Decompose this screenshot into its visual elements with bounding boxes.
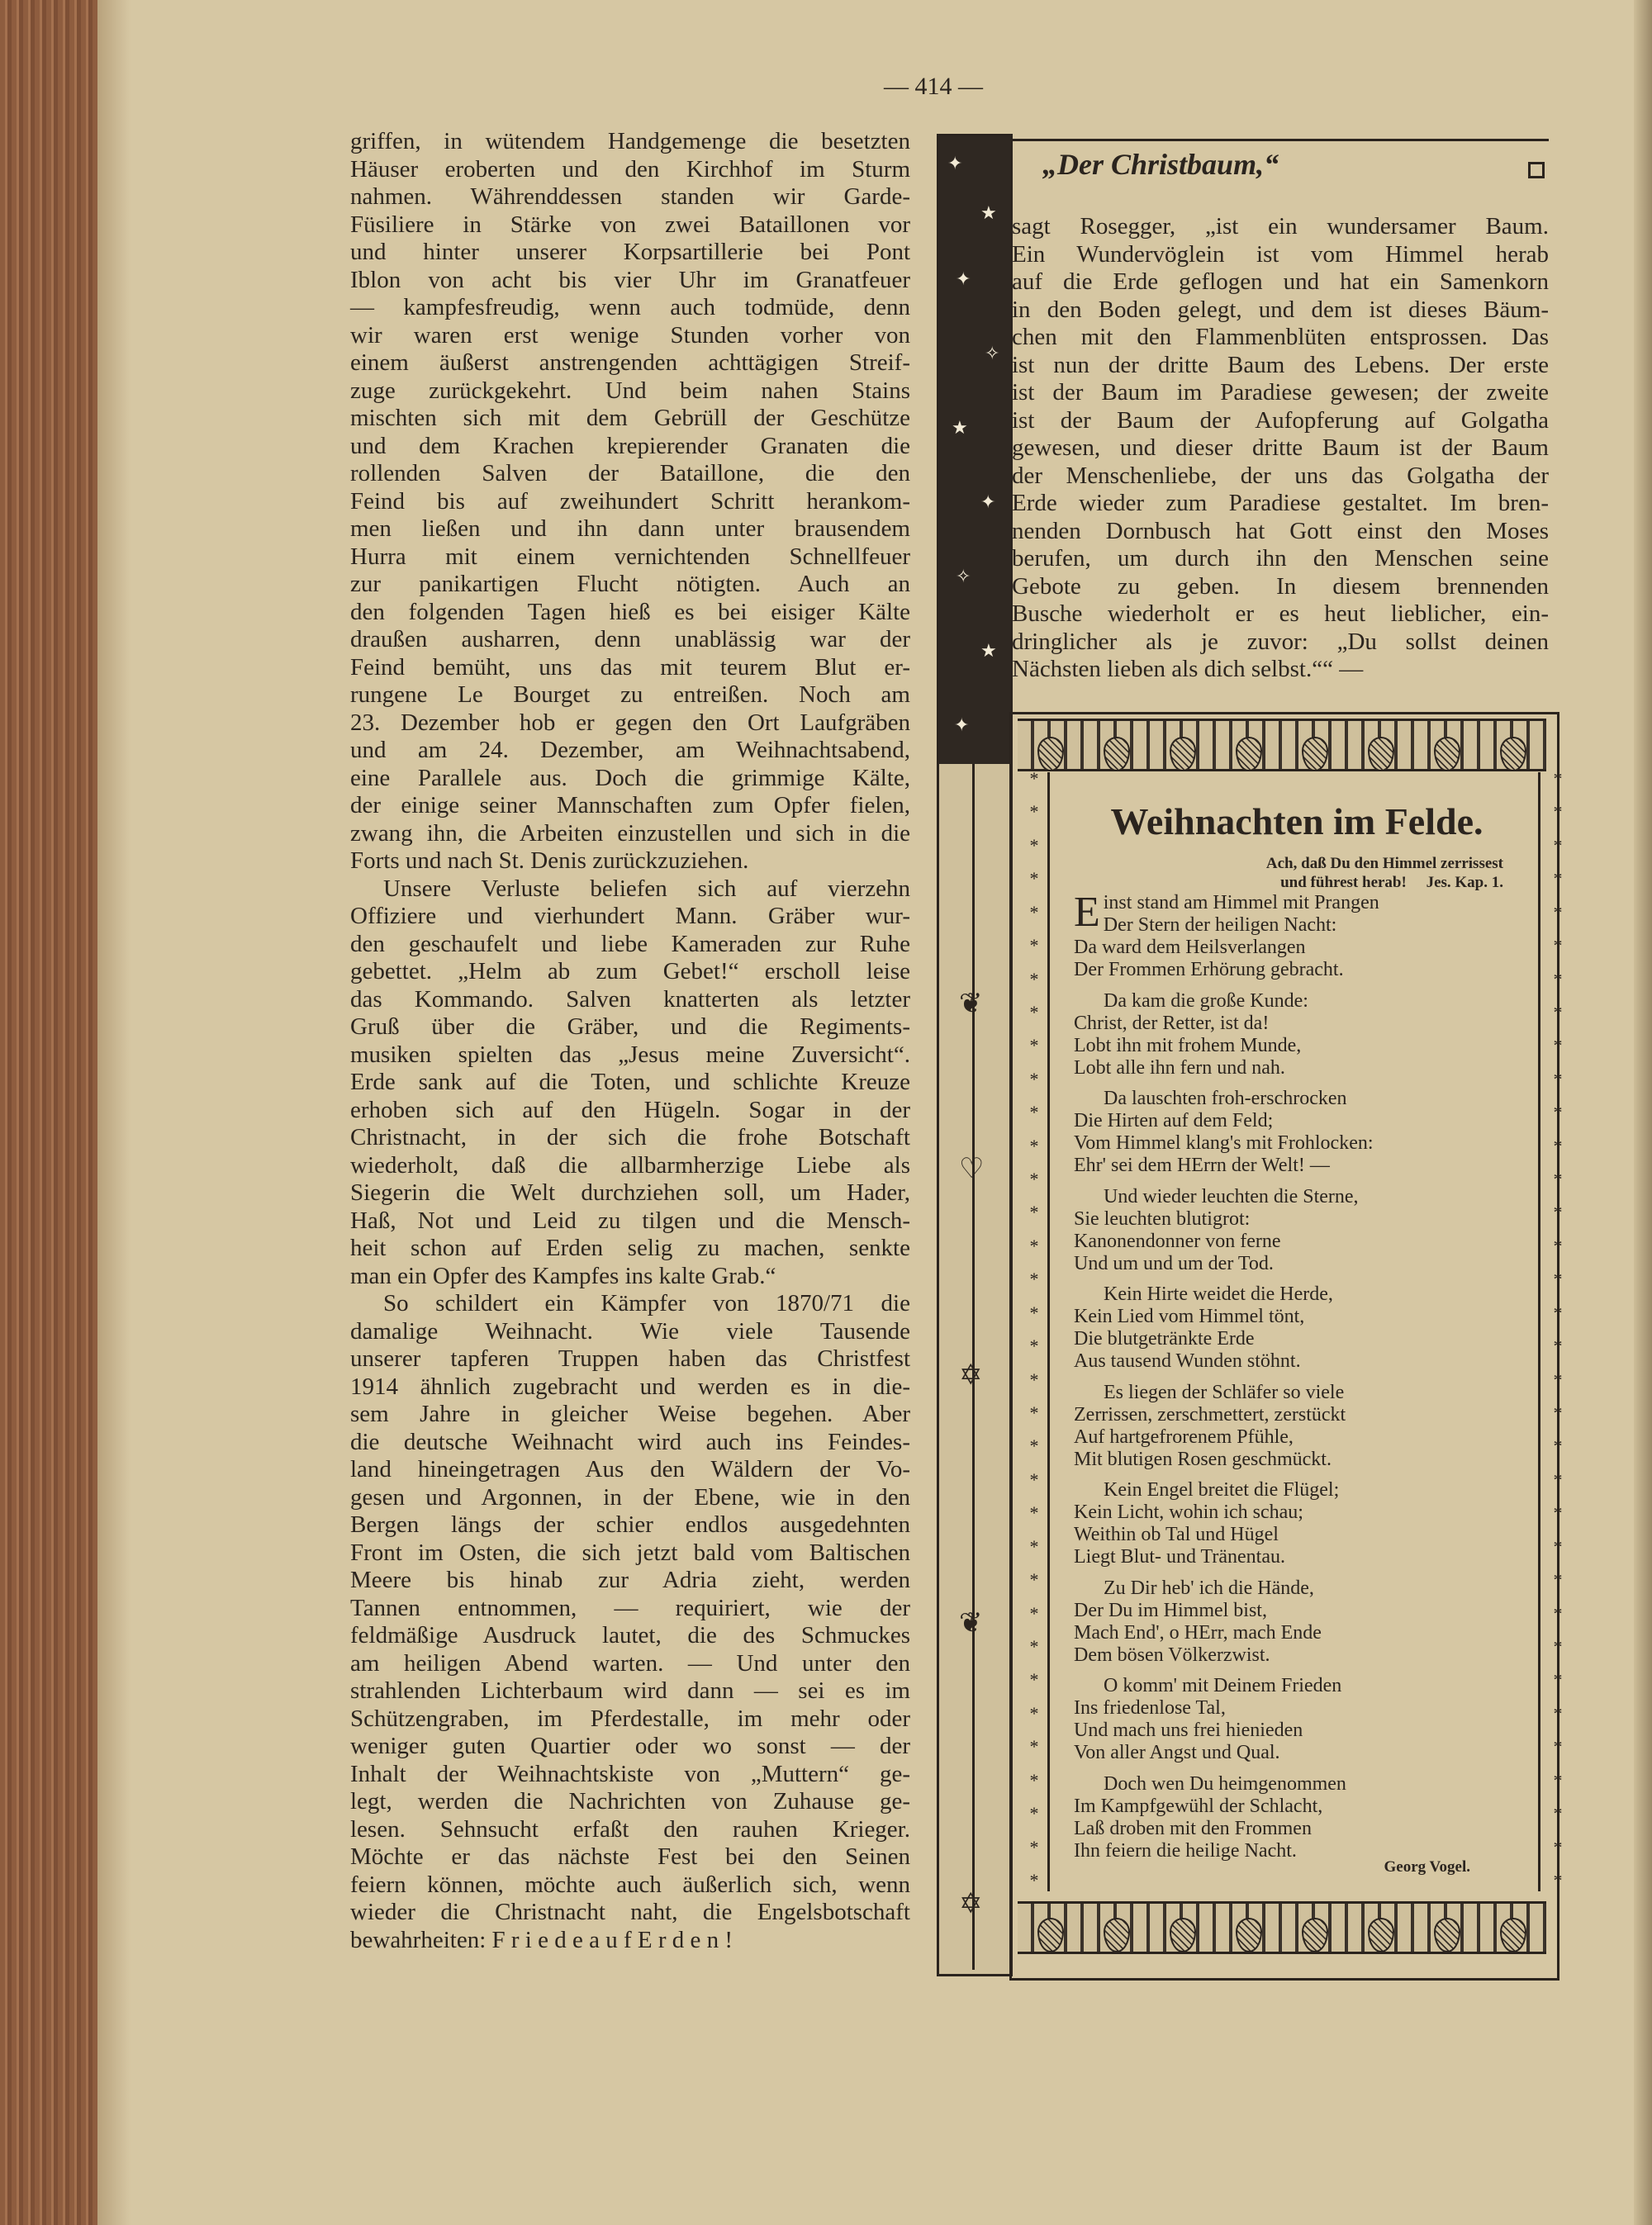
text-line: der Menschenliebe, der uns das Golgatha der — [1012, 462, 1549, 489]
text-line: heit schon auf Erden selig zu machen, senkte — [350, 1235, 910, 1261]
star-icon: ★ — [952, 417, 968, 438]
pine-cone-icon — [1170, 1918, 1196, 1952]
text-line: chen mit den Flammenblüten entsprossen. Das — [1012, 324, 1549, 350]
asterisk-icon: * — [1553, 1602, 1563, 1624]
asterisk-icon: * — [1553, 1001, 1563, 1022]
book-spine-edge — [0, 0, 97, 2225]
pine-cone-icon — [1236, 1918, 1262, 1952]
poem-line: Kein Hirte weidet die Herde, — [1104, 1283, 1333, 1305]
text-line: nahmen. Währenddessen standen wir Garde- — [350, 183, 910, 210]
christmas-decorative-strip — [937, 134, 1013, 1976]
text-line: Erde sank auf die Toten, und schlichte Kreuze — [350, 1069, 910, 1095]
asterisk-icon: * — [1553, 1569, 1563, 1591]
asterisk-icon: * — [1029, 901, 1039, 923]
asterisk-icon: * — [1029, 1335, 1039, 1357]
star-ornament-icon: ✡ — [959, 1360, 983, 1391]
poem-stanza — [1074, 1675, 1536, 1764]
article-left-column — [350, 128, 910, 1954]
text-line: man ein Opfer des Kampfes ins kalte Grab.“ — [350, 1262, 776, 1289]
text-line: eine Parallele aus. Doch die grimmige Kälte, — [350, 764, 910, 791]
asterisk-icon: * — [1029, 1102, 1039, 1123]
text-line: die deutsche Weihnacht wird auch ins Feindes- — [350, 1428, 910, 1455]
text-line: Nächsten lieben als dich selbst.““ — — [1012, 656, 1364, 682]
poem-line: Auf hartgefrorenem Pfühle, — [1074, 1426, 1294, 1448]
text-line: lesen. Sehnsucht erfaßt den rauhen Krieger. — [350, 1815, 910, 1843]
asterisk-icon: * — [1553, 1635, 1563, 1657]
text-line: rollenden Salven der Bataillone, die den — [350, 460, 910, 486]
inner-rule-left — [1047, 772, 1050, 1891]
asterisk-icon: * — [1029, 1402, 1039, 1424]
text-line: sagt Rosegger, „ist ein wundersamer Baum. — [1012, 213, 1549, 240]
asterisk-icon: * — [1029, 1836, 1039, 1857]
poem-line: Ehr' sei dem HErrn der Welt! — — [1074, 1155, 1330, 1176]
poem-line: Zerrissen, zerschmettert, zerstückt — [1074, 1403, 1346, 1426]
poem-line: Laß droben mit den Frommen — [1074, 1817, 1312, 1839]
poem-line: Kein Lied vom Himmel tönt, — [1074, 1306, 1305, 1327]
text-line: — kampfesfreudig, wenn auch todmüde, denn — [350, 294, 910, 320]
poem-epigraph — [1165, 854, 1503, 892]
asterisk-icon: * — [1553, 1302, 1563, 1323]
poem-title: Weihnachten im Felde. — [1110, 800, 1483, 842]
text-line: 23. Dezember hob er gegen den Ort Laufgräben — [350, 709, 910, 736]
poem-line: Kein Licht, wohin ich schau; — [1074, 1502, 1303, 1523]
text-line: land hineingetragen Aus den Wäldern der Vo- — [350, 1456, 910, 1483]
text-line: Füsiliere in Stärke von zwei Bataillonen vor — [350, 211, 910, 238]
asterisk-border-left — [1024, 768, 1044, 1891]
star-icon: ✦ — [956, 268, 971, 289]
poem-line: Da ward dem Heilsverlangen — [1074, 937, 1306, 958]
text-line: nenden Dornbusch hat Gott einst den Moses — [1012, 517, 1549, 544]
asterisk-icon: * — [1553, 1202, 1563, 1223]
text-line: feiern können, möchte auch äußerlich sich, wenn — [350, 1871, 910, 1898]
text-line: Tannen entnommen, — requiriert, wie der — [350, 1594, 910, 1621]
text-line: sem Jahre in gleicher Weise begehen. Aber — [350, 1401, 910, 1427]
text-line: ist der Baum der Aufopferung auf Golgatha — [1012, 406, 1549, 434]
text-line: Siegerin die Welt durchziehen soll, um Hader, — [350, 1179, 910, 1206]
asterisk-icon: * — [1553, 1502, 1563, 1524]
text-line: den folgenden Tagen hieß es bei eisiger Kälte — [350, 598, 910, 625]
poem-line: Aus tausend Wunden stöhnt. — [1074, 1350, 1301, 1372]
poem-stanza — [1074, 1186, 1536, 1275]
asterisk-icon: * — [1553, 1836, 1563, 1857]
poem-line: Da kam die große Kunde: — [1104, 989, 1308, 1012]
poem-line: Im Kampfgewühl der Schlacht, — [1074, 1795, 1323, 1817]
text-line: gesen und Argonnen, in der Ebene, wie in den — [350, 1483, 910, 1511]
asterisk-icon: * — [1029, 1869, 1039, 1891]
text-line: unserer tapferen Truppen haben das Christfest — [350, 1345, 910, 1372]
poem-stanza — [1074, 1382, 1536, 1471]
poem-line: Da lauschten froh-erschrocken — [1104, 1088, 1347, 1109]
text-line: Unsere Verluste beliefen sich auf vierzehn — [383, 875, 910, 902]
text-line: feldmäßige Ausdruck lautet, die des Schmuckes — [350, 1622, 910, 1649]
poem-stanza — [1074, 1773, 1536, 1862]
poem-line: Der Frommen Erhörung gebracht. — [1074, 959, 1344, 980]
asterisk-icon: * — [1553, 1669, 1563, 1691]
text-line: So schildert ein Kämpfer von 1870/71 die — [383, 1290, 910, 1316]
poem-line: Weithin ob Tal und Hügel — [1074, 1524, 1279, 1545]
poem-line: inst stand am Himmel mit Prangen — [1103, 892, 1379, 913]
pine-cone-icon — [1434, 737, 1460, 771]
poem-line: Die Hirten auf dem Feld; — [1074, 1110, 1274, 1131]
poem-line: Und um und um der Tod. — [1074, 1252, 1274, 1274]
asterisk-icon: * — [1553, 1369, 1563, 1390]
text-line: 1914 ähnlich zugebracht und werden es in die- — [350, 1373, 910, 1400]
asterisk-icon: * — [1553, 968, 1563, 989]
pine-cone-icon — [1368, 1918, 1394, 1952]
poem-line: Von aller Angst und Qual. — [1074, 1742, 1280, 1763]
asterisk-icon: * — [1029, 1369, 1039, 1390]
poem-line: Mit blutigen Rosen geschmückt. — [1074, 1448, 1332, 1470]
text-line: am heiligen Abend warten. — Und unter den — [350, 1649, 910, 1677]
asterisk-icon: * — [1029, 834, 1039, 856]
asterisk-icon: * — [1029, 1736, 1039, 1758]
asterisk-icon: * — [1029, 1302, 1039, 1323]
asterisk-icon: * — [1029, 1235, 1039, 1256]
text-line: Gruß über die Gräber, und die Regiments- — [350, 1013, 910, 1040]
poem-line: Ins friedenlose Tal, — [1074, 1697, 1226, 1719]
text-line: wieder die Christnacht naht, die Engelsbotschaft — [350, 1899, 910, 1925]
text-line: und hinter unserer Korpsartillerie bei Pont — [350, 239, 910, 265]
poem-author: Georg Vogel. — [1384, 1858, 1470, 1876]
asterisk-icon: * — [1029, 1202, 1039, 1223]
poem-line: Lobt alle ihn fern und nah. — [1074, 1056, 1285, 1079]
star-icon: ✧ — [956, 566, 971, 586]
poem-line: Mach End', o HErr, mach Ende — [1074, 1621, 1322, 1644]
page-number: — 414 — — [884, 73, 983, 100]
text-line: weniger guten Quartier oder wo sonst — der — [350, 1733, 910, 1759]
pine-cones-bottom — [1018, 1918, 1546, 1951]
asterisk-icon: * — [1029, 1468, 1039, 1490]
poem-stanza — [1074, 889, 1536, 981]
poem-line: Kanonendonner von ferne — [1074, 1230, 1281, 1252]
pine-cone-icon — [1434, 1918, 1460, 1952]
text-line: wir waren erst wenige Stunden vorher von — [350, 321, 910, 349]
poem-line: Es liegen der Schläfer so viele — [1104, 1381, 1345, 1403]
asterisk-icon: * — [1553, 1269, 1563, 1290]
poem-line: O komm' mit Deinem Frieden — [1104, 1675, 1342, 1696]
asterisk-icon: * — [1553, 1736, 1563, 1758]
asterisk-icon: * — [1029, 868, 1039, 890]
page-right-edge — [1634, 0, 1652, 2225]
asterisk-icon: * — [1553, 834, 1563, 856]
text-line: men ließen und ihn dann unter brausendem — [350, 515, 910, 542]
asterisk-icon: * — [1029, 1769, 1039, 1791]
asterisk-icon: * — [1029, 1803, 1039, 1824]
text-line: Gebote zu geben. In diesem brennenden — [1012, 572, 1549, 600]
text-line: Front im Osten, die sich jetzt bald vom Baltischen — [350, 1539, 910, 1566]
text-line: gewesen, und dieser dritte Baum ist der Baum — [1012, 434, 1549, 461]
asterisk-icon: * — [1029, 935, 1039, 956]
inner-rule-right — [1538, 772, 1540, 1891]
text-line: erhoben sich auf den Hügeln. Sogar in der — [350, 1096, 910, 1123]
pine-cone-icon — [1302, 737, 1328, 771]
text-line: ist nun der dritte Baum des Lebens. Der erste — [1012, 351, 1549, 378]
star-icon: ✦ — [980, 491, 996, 512]
text-line: Inhalt der Weihnachtskiste von „Muttern“ ge- — [350, 1760, 910, 1787]
pine-cone-icon — [1037, 737, 1064, 771]
asterisk-icon: * — [1553, 1869, 1563, 1891]
poem-line: Kein Engel breitet die Flügel; — [1104, 1479, 1340, 1501]
asterisk-icon: * — [1029, 801, 1039, 823]
asterisk-icon: * — [1553, 1235, 1563, 1256]
asterisk-icon: * — [1553, 1169, 1563, 1190]
asterisk-icon: * — [1553, 801, 1563, 823]
asterisk-icon: * — [1029, 1269, 1039, 1290]
drop-cap: E — [1074, 889, 1100, 936]
asterisk-icon: * — [1029, 1502, 1039, 1524]
asterisk-icon: * — [1553, 1135, 1563, 1156]
text-line: Erde wieder zum Paradiese gestaltet. Im bren- — [1012, 490, 1549, 516]
asterisk-icon: * — [1029, 1535, 1039, 1557]
pine-cone-icon — [1104, 1918, 1130, 1952]
text-line: das Kommando. Salven knatterten als letzter — [350, 985, 910, 1013]
asterisk-icon: * — [1029, 1001, 1039, 1022]
poem-line: Der Du im Himmel bist, — [1074, 1599, 1267, 1621]
poem-line: Ihn feiern die heilige Nacht. — [1074, 1839, 1297, 1862]
text-line: Busche wiederholt er es heut lieblicher, ein- — [1012, 600, 1549, 627]
pine-cone-icon — [1170, 737, 1196, 771]
heart-ornament-icon: ♡ — [959, 1154, 985, 1184]
epigraph-line: und führest herab! Jes. Kap. 1. — [1280, 874, 1503, 891]
text-line: und am 24. Dezember, am Weihnachtsabend, — [350, 737, 910, 763]
text-line: gebettet. „Helm ab zum Gebet!“ erscholl leise — [350, 958, 910, 984]
asterisk-icon: * — [1553, 1435, 1563, 1457]
text-line: zur panikartigen Flucht nötigten. Auch an — [350, 571, 910, 597]
text-line: legt, werden die Nachrichten von Zuhause ge- — [350, 1788, 910, 1815]
text-line: rungene Le Bourget zu entreißen. Noch am — [350, 681, 910, 708]
pine-cone-icon — [1500, 1918, 1526, 1952]
text-line: Offiziere und vierhundert Mann. Gräber wur- — [350, 903, 910, 929]
poem-stanza — [1074, 1283, 1536, 1373]
pine-cone-icon — [1037, 1918, 1064, 1952]
poem-line: Und mach uns frei hienieden — [1074, 1720, 1303, 1741]
text-line: Meere bis hinab zur Adria zieht, werden — [350, 1567, 910, 1593]
poem-line: Der Stern der heiligen Nacht: — [1103, 914, 1337, 936]
star-icon: ★ — [980, 202, 997, 223]
asterisk-icon: * — [1029, 1602, 1039, 1624]
section-rule — [1012, 139, 1549, 141]
text-line: wiederholt, daß die allbarmherzige Liebe als — [350, 1151, 910, 1179]
cherry-ornament-icon: ❦ — [959, 989, 983, 1019]
asterisk-border-right — [1548, 768, 1568, 1891]
text-line: Häuser eroberten und den Kirchhof im Sturm — [350, 155, 910, 183]
asterisk-icon: * — [1029, 1169, 1039, 1190]
text-line: mischten sich mit dem Gebrüll der Geschütze — [350, 405, 910, 431]
text-line: griffen, in wütendem Handgemenge die besetzten — [350, 128, 910, 154]
star-ornament-icon: ✡ — [959, 1889, 983, 1919]
text-line: Feind bis auf zweihundert Schritt herankom- — [350, 487, 910, 515]
christbaum-text — [1012, 213, 1549, 684]
asterisk-icon: * — [1553, 901, 1563, 923]
text-line: zwang ihn, die Arbeiten einzustellen und sich in die — [350, 819, 910, 847]
poem-line: Lobt ihn mit frohem Munde, — [1074, 1034, 1302, 1056]
star-icon: ★ — [980, 640, 997, 661]
asterisk-icon: * — [1553, 768, 1563, 789]
asterisk-icon: * — [1029, 1435, 1039, 1457]
christbaum-title: „Der Christbaum,“ — [1042, 148, 1279, 181]
text-line: Ein Wundervöglein ist vom Himmel herab — [1012, 240, 1549, 268]
text-line: berufen, um durch ihn den Menschen seine — [1012, 545, 1549, 572]
poem-line: Die blutgetränkte Erde — [1074, 1328, 1255, 1350]
star-icon: ✦ — [947, 153, 963, 173]
text-line: einem äußerst anstrengenden achttägigen Streif- — [350, 349, 910, 376]
asterisk-icon: * — [1553, 1535, 1563, 1557]
night-sky-ornament — [939, 136, 1010, 764]
asterisk-icon: * — [1029, 1135, 1039, 1156]
poem-line: Liegt Blut- und Tränentau. — [1074, 1546, 1285, 1568]
asterisk-icon: * — [1553, 1769, 1563, 1791]
poem-line: Doch wen Du heimgenommen — [1104, 1772, 1346, 1795]
star-icon: ✧ — [985, 343, 1000, 363]
asterisk-icon: * — [1029, 768, 1039, 789]
text-line: zuge zurückgekehrt. Und beim nahen Stains — [350, 377, 910, 404]
asterisk-icon: * — [1553, 1068, 1563, 1089]
pine-cone-icon — [1500, 737, 1526, 771]
text-line: Schützengraben, im Pferdestalle, im mehr oder — [350, 1705, 910, 1732]
text-line: dringlicher als je zuvor: „Du sollst deinen — [1012, 628, 1549, 655]
text-line: draußen ausharren, denn unablässig war der — [350, 626, 910, 652]
asterisk-icon: * — [1029, 1702, 1039, 1724]
asterisk-icon: * — [1029, 1669, 1039, 1691]
pine-cone-icon — [1368, 737, 1394, 771]
cherry-ornament-icon: ❦ — [959, 1608, 983, 1639]
text-line: Haß, Not und Leid zu tilgen und die Mensch- — [350, 1207, 910, 1234]
asterisk-icon: * — [1553, 1468, 1563, 1490]
poem-line: Dem bösen Völkerzwist. — [1074, 1644, 1270, 1666]
star-icon: ✦ — [954, 714, 970, 735]
text-line: Möchte er das nächste Fest bei den Seinen — [350, 1843, 910, 1870]
poem-line: Christ, der Retter, ist da! — [1074, 1012, 1270, 1034]
text-line: und dem Krachen krepierender Granaten die — [350, 432, 910, 459]
epigraph-line: Ach, daß Du den Himmel zerrissest — [1265, 855, 1503, 872]
poem-line: Und wieder leuchten die Sterne, — [1104, 1185, 1359, 1207]
text-line: Hurra mit einem vernichtenden Schnellfeuer — [350, 543, 910, 570]
text-line: den geschaufelt und liebe Kameraden zur Ruhe — [350, 930, 910, 957]
text-line: Bergen längs der schier endlos ausgedehnten — [350, 1511, 910, 1538]
asterisk-icon: * — [1029, 1035, 1039, 1056]
asterisk-icon: * — [1553, 1803, 1563, 1824]
text-line: auf die Erde geflogen und hat ein Samenkorn — [1012, 268, 1549, 295]
text-line: bewahrheiten: F r i e d e a u f E r d e n ! — [350, 1926, 733, 1953]
poem-stanza — [1074, 1577, 1536, 1667]
text-line: Forts und nach St. Denis zurückzuziehen. — [350, 847, 749, 874]
asterisk-icon: * — [1029, 1068, 1039, 1089]
asterisk-icon: * — [1553, 1402, 1563, 1424]
poem-line: Vom Himmel klang's mit Frohlocken: — [1074, 1132, 1374, 1154]
text-line: der einige seiner Mannschaften zum Opfer fielen, — [350, 792, 910, 818]
asterisk-icon: * — [1553, 1702, 1563, 1724]
square-ornament-icon — [1528, 162, 1545, 178]
page-gutter-shadow — [97, 0, 131, 2225]
text-line: Iblon von acht bis vier Uhr im Granatfeuer — [350, 266, 910, 293]
asterisk-icon: * — [1029, 1635, 1039, 1657]
poem-line: Zu Dir heb' ich die Hände, — [1104, 1577, 1314, 1599]
text-line: damalige Weihnacht. Wie viele Tausende — [350, 1317, 910, 1345]
asterisk-icon: * — [1553, 1335, 1563, 1357]
text-line: musiken spielten das „Jesus meine Zuversicht“. — [350, 1041, 910, 1068]
asterisk-icon: * — [1029, 968, 1039, 989]
pine-cone-icon — [1104, 737, 1130, 771]
poem-body — [1074, 889, 1536, 1871]
text-line: Feind bemüht, uns das mit teurem Blut er- — [350, 653, 910, 681]
poem-stanza — [1074, 990, 1536, 1079]
text-line: strahlenden Lichterbaum wird dann — sei es im — [350, 1677, 910, 1704]
text-line: Christnacht, in der sich die frohe Botschaft — [350, 1124, 910, 1150]
poem-stanza — [1074, 1088, 1536, 1177]
asterisk-icon: * — [1553, 1035, 1563, 1056]
pine-cone-icon — [1302, 1918, 1328, 1952]
asterisk-icon: * — [1553, 868, 1563, 890]
asterisk-icon: * — [1553, 935, 1563, 956]
pine-cone-icon — [1236, 737, 1262, 771]
poem-stanza — [1074, 1479, 1536, 1568]
text-line: ist der Baum im Paradiese gewesen; der zweite — [1012, 379, 1549, 406]
poem-line: Sie leuchten blutigrot: — [1074, 1207, 1251, 1230]
text-line: in den Boden gelegt, und dem ist dieses Bäum- — [1012, 296, 1549, 323]
asterisk-icon: * — [1553, 1102, 1563, 1123]
asterisk-icon: * — [1029, 1569, 1039, 1591]
pine-cones-top — [1018, 737, 1546, 770]
